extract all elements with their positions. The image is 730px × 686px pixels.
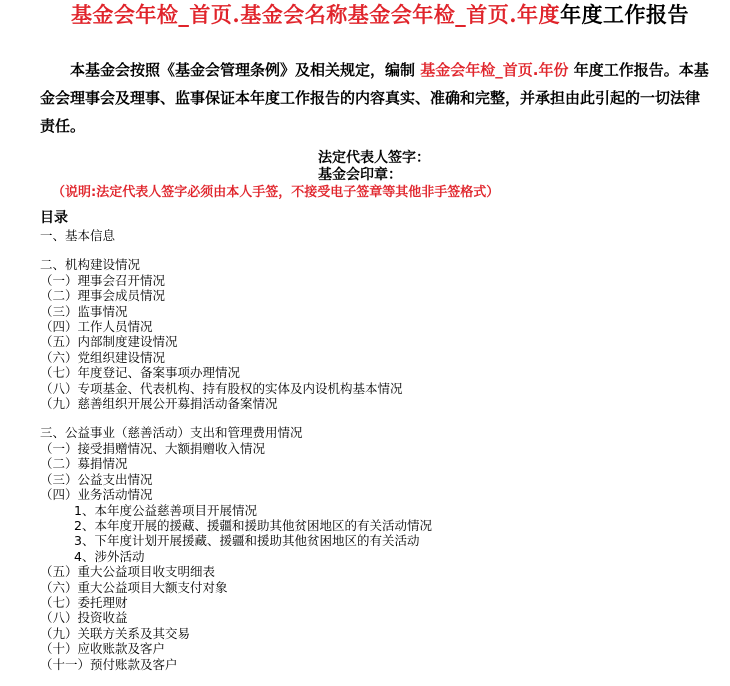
year-template-field: 基金会年检_首页.年份 (420, 61, 569, 79)
toc-heading: 目录 (40, 210, 68, 226)
declaration-text-start: 本基金会按照《基金会管理条例》及相关规定，编制 (70, 61, 416, 79)
toc-item: （九）关联方关系及其交易 (40, 625, 191, 641)
toc-subitem: 3、下年度计划开展援藏、援疆和援助其他贫困地区的有关活动 (74, 533, 420, 549)
toc-item: （四）业务活动情况 (40, 487, 153, 503)
foundation-seal-label: 基金会印章： (318, 167, 402, 183)
toc-item: （七）年度登记、备案事项办理情况 (40, 365, 241, 381)
toc-subitem: 2、本年度开展的援藏、援疆和援助其他贫困地区的有关活动情况 (74, 517, 432, 533)
report-title (40, 2, 720, 28)
toc-item: （三）公益支出情况 (40, 471, 153, 487)
toc-item: （五）内部制度建设情况 (40, 334, 178, 350)
toc-item: （三）监事情况 (40, 303, 128, 319)
toc-section-1: 一、基本信息 (40, 228, 116, 243)
toc-item: （一）理事会召开情况 (40, 272, 166, 288)
toc-item: （二）理事会成员情况 (40, 288, 166, 304)
toc-item: （八）专项基金、代表机构、持有股权的实体及内设机构基本情况 (40, 380, 403, 396)
toc-item: （七）委托理财 (40, 594, 128, 610)
toc-section-3: 三、公益事业（慈善活动）支出和管理费用情况 (40, 425, 303, 441)
toc-item: （五）重大公益项目收支明细表 (40, 564, 216, 580)
title-template-field: 基金会年检_首页.基金会名称基金会年检_首页.年度 (70, 2, 561, 27)
title-text: 年度工作报告 (560, 2, 690, 27)
toc-item: （六）重大公益项目大额支付对象 (40, 579, 228, 595)
toc-item: （八）投资收益 (40, 610, 128, 626)
declaration-text-end: 年度工作报告。本基金会理事会及理事、监事保证本年度工作报告的内容真实、准确和完整，并承担由此引起的一切法律责任。 (40, 61, 709, 135)
legal-rep-signature-label: 法定代表人签字： (318, 150, 430, 166)
toc-section-2: 二、机构建设情况 (40, 257, 141, 273)
toc-subitem: 4、涉外活动 (74, 548, 145, 564)
toc-subitem: 1、本年度公益慈善项目开展情况 (74, 502, 257, 518)
toc-item: （六）党组织建设情况 (40, 349, 166, 365)
toc-item: （九）慈善组织开展公开募捐活动备案情况 (40, 396, 278, 412)
toc-item: （十）应收账款及客户 (40, 641, 166, 657)
toc-item: （十一）预付账款及客户 (40, 656, 178, 672)
toc-item: （一）接受捐赠情况、大额捐赠收入情况 (40, 440, 266, 456)
declaration-paragraph (40, 56, 710, 140)
table-of-contents (40, 228, 720, 672)
toc-item: （四）工作人员情况 (40, 319, 153, 335)
signature-note: （说明:法定代表人签字必须由本人手签，不接受电子签章等其他非手签格式） (52, 185, 500, 200)
toc-item: （二）募捐情况 (40, 456, 128, 472)
